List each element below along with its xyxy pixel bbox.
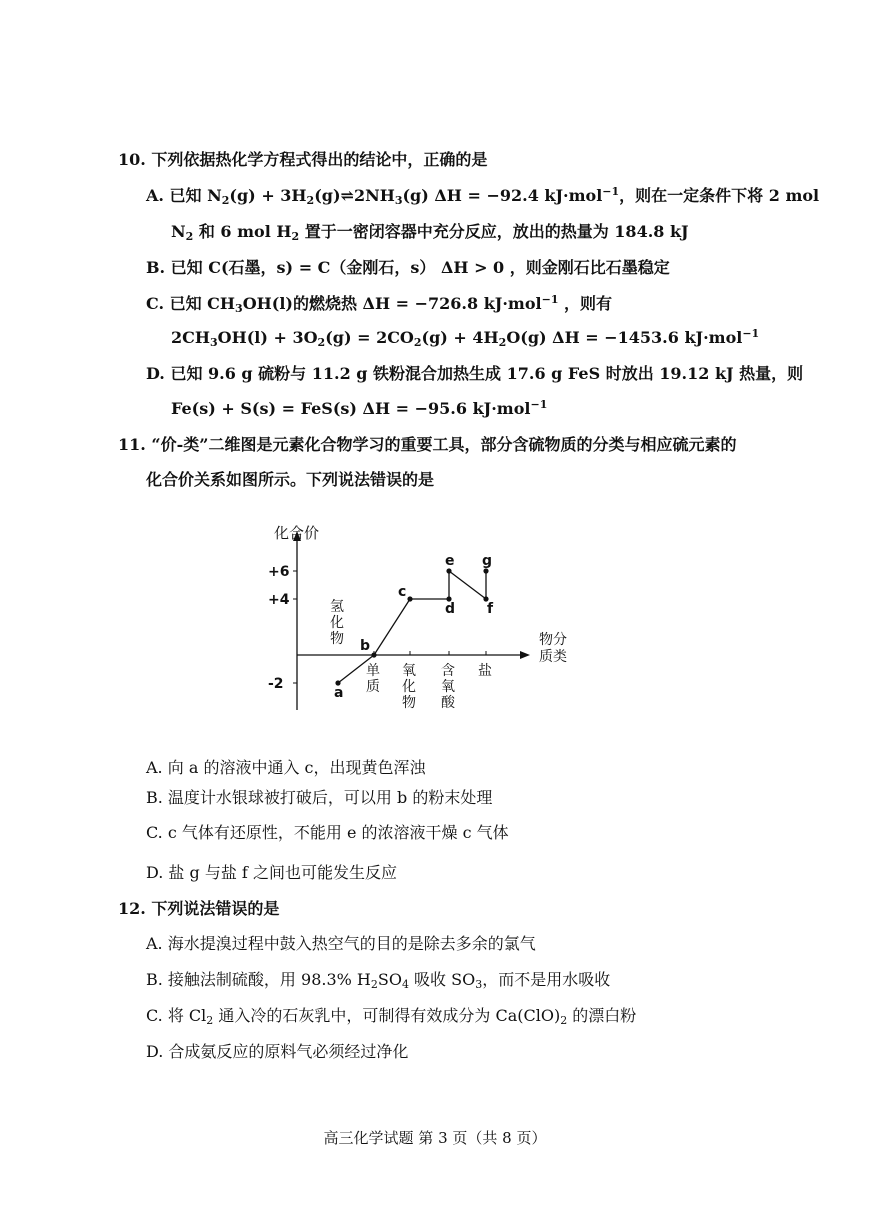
q10-option-a-line2 xyxy=(171,222,689,242)
q12-option-a: A. 海水提溴过程中鼓入热空气的目的是除去多余的氯气 xyxy=(146,934,536,953)
q12-option-b xyxy=(146,970,610,990)
subscript: 2 xyxy=(206,1014,214,1027)
category-label-char: 含 xyxy=(441,663,455,679)
category-label-char: 化 xyxy=(402,679,416,695)
text: 已知 C(石墨，s) = C（金刚石，s） ΔH > 0 ，则金刚石比石墨稳定 xyxy=(165,258,670,277)
q10-option-b xyxy=(146,258,670,278)
q12-option-d: D. 合成氨反应的原料气必须经过净化 xyxy=(146,1042,409,1061)
text: ，则有 xyxy=(558,294,613,313)
subscript: 2 xyxy=(221,194,230,207)
data-label-d: d xyxy=(445,601,456,617)
subscript: 3 xyxy=(475,978,483,991)
subscript: 2 xyxy=(306,194,315,207)
y-ticks xyxy=(268,564,297,692)
category-label-char: 氢 xyxy=(330,599,344,615)
data-point-e xyxy=(446,568,451,573)
category-label-char: 酸 xyxy=(441,695,455,711)
text: B. 接触法制硫酸，用 98.3% H xyxy=(146,970,371,989)
question-11-stem-line2: 化合价关系如图所示。下列说法错误的是 xyxy=(146,470,435,489)
q11-option-b: B. 温度计水银球被打破后，可以用 b 的粉末处理 xyxy=(146,788,493,807)
data-label-e: e xyxy=(445,553,455,569)
q11-option-a: A. 向 a 的溶液中通入 c，出现黄色浑浊 xyxy=(146,758,426,777)
text: (g) + 3H xyxy=(229,186,307,205)
text: 的漂白粉 xyxy=(567,1006,637,1025)
option-label: C. xyxy=(146,294,165,313)
superscript: −1 xyxy=(602,185,620,198)
category-label-char: 氧 xyxy=(441,679,455,695)
y-tick-label: +6 xyxy=(268,564,290,580)
q10-option-d-line2 xyxy=(171,399,547,419)
text: ，则在一定条件下将 2 mol xyxy=(619,186,820,205)
text: (g) + 4H xyxy=(421,328,499,347)
q10-option-c-line2 xyxy=(171,328,759,348)
question-11-stem: 11. “价-类”二维图是元素化合物学习的重要工具，部分含硫物质的分类与相应硫元素的 xyxy=(118,435,737,454)
q10-option-c xyxy=(146,294,612,314)
category-label-char: 物 xyxy=(330,631,344,647)
subscript: 2 xyxy=(560,1014,568,1027)
option-label: B. xyxy=(146,258,166,277)
text: 已知 N xyxy=(163,186,222,205)
data-point-b xyxy=(371,652,376,657)
text: SO xyxy=(377,970,402,989)
q10-option-a xyxy=(146,186,819,206)
superscript: −1 xyxy=(541,293,559,306)
option-label: D. xyxy=(146,364,165,383)
q11-option-c: C. c 气体有还原性，不能用 e 的浓溶液干燥 c 气体 xyxy=(146,823,509,842)
series-segment xyxy=(449,571,486,599)
text: 已知 9.6 g 硫粉与 11.2 g 铁粉混合加热生成 17.6 g FeS 时放出 19.12 kJ 热量，则 xyxy=(164,364,804,383)
y-tick-label: +4 xyxy=(268,592,290,608)
category-label-char: 物 xyxy=(402,695,416,711)
subscript: 2 xyxy=(498,336,507,349)
x-axis-label-char: 质 xyxy=(539,649,553,665)
subscript: 3 xyxy=(394,194,403,207)
text: (g)⇌2NH xyxy=(314,186,395,205)
y-tick-label: -2 xyxy=(268,676,284,692)
category-label-char: 质 xyxy=(366,679,380,695)
x-axis-label-char: 类 xyxy=(553,649,567,665)
subscript: 3 xyxy=(235,302,243,315)
text: 通入冷的石灰乳中，可制得有效成分为 Ca(ClO) xyxy=(213,1006,561,1025)
data-point-c xyxy=(407,596,412,601)
subscript: 4 xyxy=(401,978,409,991)
text: (g) = 2CO xyxy=(325,328,414,347)
text: 吸收 SO xyxy=(408,970,476,989)
text: (g) ΔH = −92.4 kJ·mol xyxy=(402,186,603,205)
x-axis-label-char: 物 xyxy=(539,632,553,648)
subscript: 2 xyxy=(413,336,422,349)
text: N xyxy=(171,222,186,241)
superscript: −1 xyxy=(742,327,760,340)
text: Fe(s) + S(s) = FeS(s) ΔH = −95.6 kJ·mol xyxy=(171,399,531,418)
category-label-char: 化 xyxy=(330,615,344,631)
q12-option-c xyxy=(146,1006,636,1026)
subscript: 2 xyxy=(291,230,300,243)
text: O(g) ΔH = −1453.6 kJ·mol xyxy=(506,328,743,347)
category-label-char: 氧 xyxy=(402,663,416,679)
data-point-g xyxy=(483,568,488,573)
question-10-stem: 10. 下列依据热化学方程式得出的结论中，正确的是 xyxy=(118,150,488,169)
text: ，而不是用水吸收 xyxy=(482,970,611,989)
text: 2CH xyxy=(171,328,210,347)
data-label-c: c xyxy=(398,584,407,600)
data-label-g: g xyxy=(482,553,493,569)
category-label-char: 盐 xyxy=(478,663,492,679)
text: 已知 CH xyxy=(164,294,236,313)
subscript: 2 xyxy=(317,336,326,349)
x-axis-label-char: 分 xyxy=(553,632,567,648)
valence-class-chart xyxy=(260,518,570,733)
superscript: −1 xyxy=(530,398,548,411)
text: 和 6 mol H xyxy=(193,222,292,241)
q10-option-d xyxy=(146,364,803,384)
x-axis-label xyxy=(539,631,567,665)
text: 置于一密闭容器中充分反应，放出的热量为 184.8 kJ xyxy=(299,222,689,241)
text: C. 将 Cl xyxy=(146,1006,207,1025)
subscript: 2 xyxy=(370,978,378,991)
data-label-f: f xyxy=(487,601,494,617)
series-segment xyxy=(374,599,410,655)
y-axis-label: 化合价 xyxy=(274,524,320,542)
subscript: 2 xyxy=(185,230,194,243)
text: OH(l)的燃烧热 ΔH = −726.8 kJ·mol xyxy=(242,294,542,313)
subscript: 3 xyxy=(209,336,218,349)
data-label-a: a xyxy=(334,685,344,701)
text: OH(l) + 3O xyxy=(217,328,318,347)
option-label: A. xyxy=(146,186,164,205)
category-label-char: 单 xyxy=(366,663,380,679)
x-axis-arrow xyxy=(520,651,530,659)
question-12-stem: 12. 下列说法错误的是 xyxy=(118,899,280,918)
q11-option-d: D. 盐 g 与盐 f 之间也可能发生反应 xyxy=(146,863,397,882)
data-label-b: b xyxy=(360,638,371,654)
page-footer: 高三化学试题 第 3 页（共 8 页） xyxy=(323,1129,547,1147)
